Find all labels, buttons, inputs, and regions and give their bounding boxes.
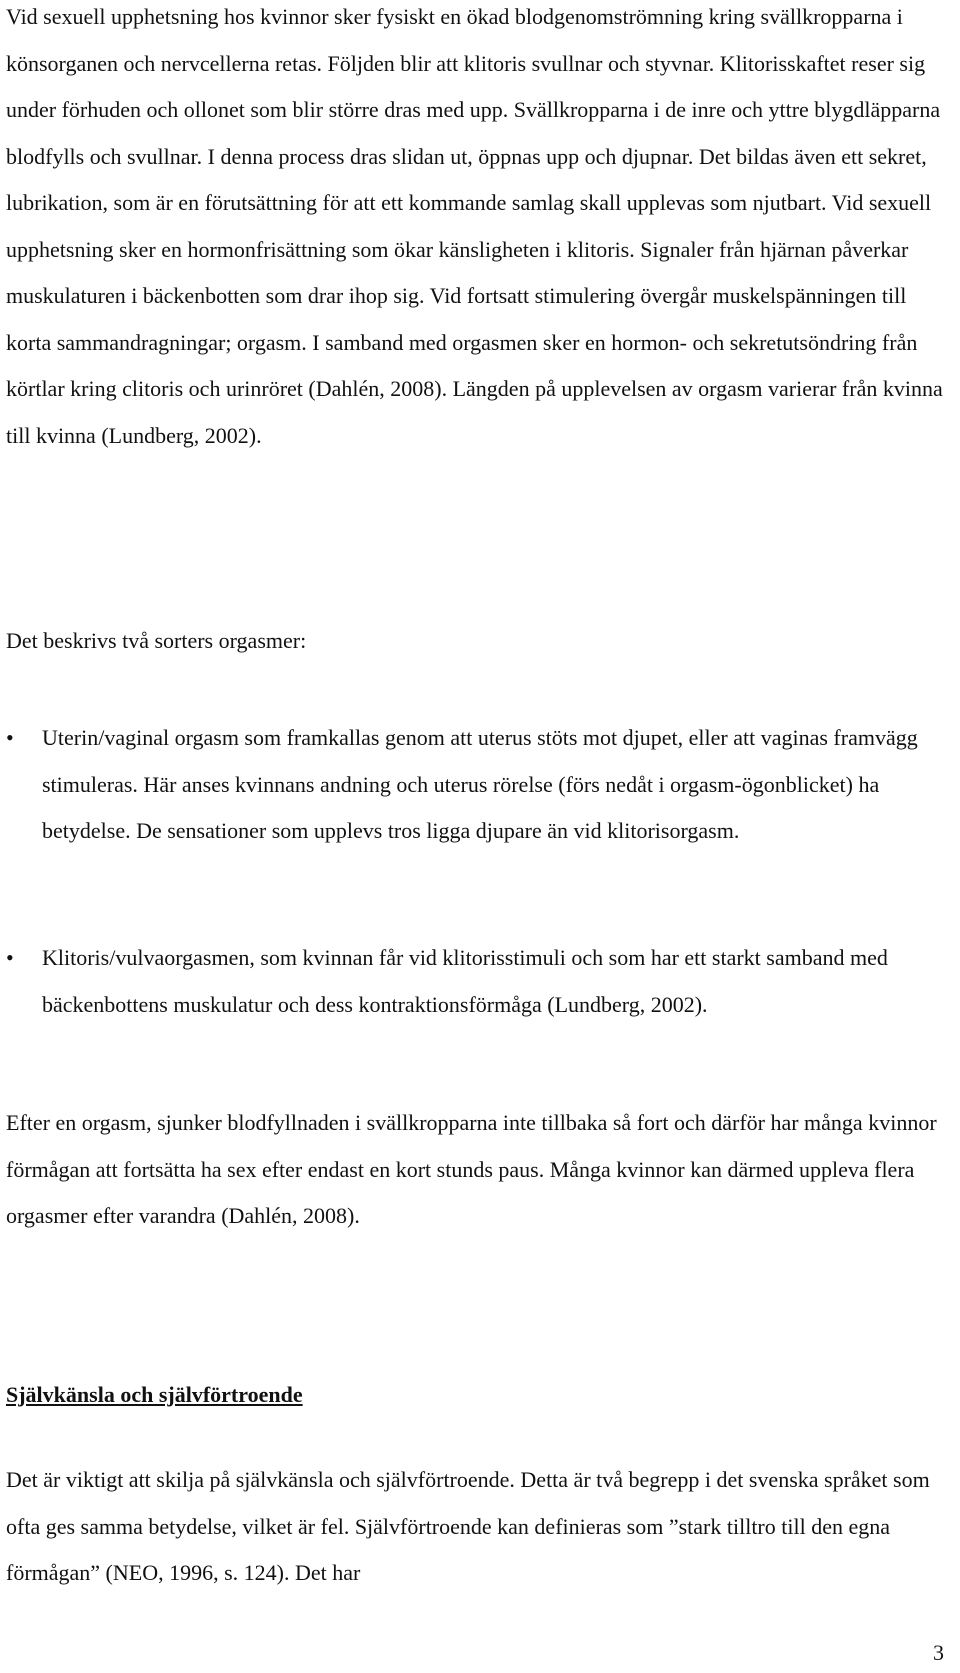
section-heading: Självkänsla och självförtroende [6, 1382, 303, 1407]
bullet-list-item-2 [6, 935, 951, 1028]
body-paragraph-arousal: Vid sexuell upphetsning hos kvinnor sker fysiskt en ökad blodgenomströmning kring svällkropparna i könsorganen och nervcellerna retas. Följden blir att klitoris svullnar och styvnar. Klitorisskaftet reser sig under förhuden och ollonet som blir större dras med upp. Svällkropparna i de inre och yttre blygdläpparna blodfylls och svullnar. I denna process dras slidan ut, öppnas upp och djupnar. Det bildas även ett sekret, lubrikation, som är en förutsättning för att ett kommande samlag skall upplevas som njutbart. Vid sexuell upphetsning sker en hormonfrisättning som ökar känsligheten i klitoris. Signaler från hjärnan påverkar muskulaturen i bäckenbotten som drar ihop sig. Vid fortsatt stimulering övergår muskelspänningen till korta sammandragningar; orgasm. I samband med orgasmen sker en hormon- och sekretutsöndring från körtlar kring clitoris och urinröret (Dahlén, 2008). Längden på upplevelsen av orgasm varierar från kvinna till kvinna (Lundberg, 2002). [6, 4, 943, 448]
body-paragraph-orgasm-types-intro: Det beskrivs två sorters orgasmer: [6, 628, 307, 653]
bullet-text: Uterin/vaginal orgasm som framkallas genom att uterus stöts mot djupet, eller att vaginas framvägg stimuleras. Här anses kvinnans andning och uterus rörelse (förs nedåt i orgasm-ögonblicket) ha betydelse. De sensationer som upplevs tros ligga djupare än vid klitorisorgasm. [42, 725, 918, 843]
body-paragraph-after-orgasm: Efter en orgasm, sjunker blodfyllnaden i svällkropparna inte tillbaka så fort och därför har många kvinnor förmågan att fortsätta ha sex efter endast en kort stunds paus. Många kvinnor kan därmed uppleva flera orgasmer efter varandra (Dahlén, 2008). [6, 1110, 937, 1228]
list-item [6, 935, 951, 1028]
list-item [6, 715, 951, 855]
bullet-icon: • [6, 945, 14, 970]
body-paragraph-self-esteem: Det är viktigt att skilja på självkänsla och självförtroende. Detta är två begrepp i det svenska språket som ofta ges samma betydelse, vilket är fel. Självförtroende kan definieras som ”stark tilltro till den egna förmågan” (NEO, 1996, s. 124). Det har [6, 1467, 930, 1585]
bullet-list-item-1 [6, 715, 951, 855]
page-number: 3 [933, 1640, 944, 1665]
bullet-icon: • [6, 725, 14, 750]
bullet-text: Klitoris/vulvaorgasmen, som kvinnan får vid klitorisstimuli och som har ett starkt samband med bäckenbottens muskulatur och dess kontraktionsförmåga (Lundberg, 2002). [42, 945, 888, 1017]
